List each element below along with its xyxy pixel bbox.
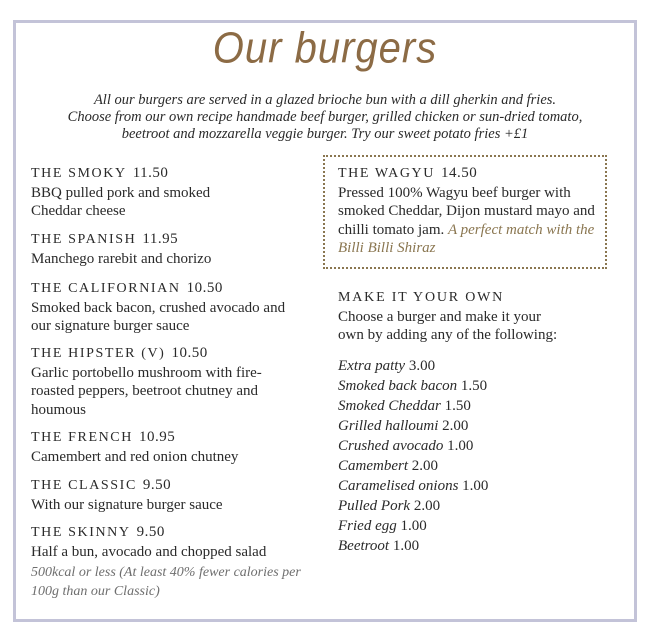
intro-line: beetroot and mozzarella veggie burger. Try our sweet potato fries +£1: [121, 126, 529, 142]
extra-name: Caramelised onions: [338, 478, 459, 494]
extra-item: [338, 536, 598, 556]
burger-desc: Pressed 100% Wagyu beef burger with smoked Cheddar, Dijon mustard mayo and chilli tomato jam.: [338, 184, 595, 238]
extra-name: Fried egg: [338, 518, 397, 534]
extra-price: 2.00: [411, 458, 438, 474]
calorie-note: 500kcal or less (At least 40% fewer calories per 100g than our Classic): [31, 565, 301, 599]
burger-price: 10.95: [138, 429, 176, 445]
burger-price: 11.95: [142, 231, 179, 247]
burger-name: THE SPANISH: [31, 232, 137, 247]
burger-desc: Garlic portobello mushroom with fire-roasted peppers, beetroot chutney and houmous: [31, 364, 262, 418]
extras-list: [338, 356, 598, 556]
burger-item: [31, 164, 281, 221]
make-your-own-section: [338, 289, 588, 345]
extra-name: Crushed avocado: [338, 438, 444, 454]
extra-item: [338, 436, 598, 456]
extra-name: Camembert: [338, 458, 408, 474]
extra-price: 1.50: [444, 398, 471, 414]
burger-name: THE SKINNY: [31, 525, 131, 540]
extra-item: [338, 476, 598, 496]
burger-desc: Smoked back bacon, crushed avocado and our signature burger sauce: [31, 299, 286, 334]
burger-name: THE FRENCH: [31, 430, 133, 445]
burger-name: THE CALIFORNIAN: [31, 281, 181, 296]
extra-name: Pulled Pork: [338, 498, 411, 514]
burger-name: THE WAGYU: [338, 166, 435, 181]
burger-desc: Half a bun, avocado and chopped salad: [31, 543, 267, 560]
extra-name: Smoked back bacon: [338, 378, 458, 394]
page-title: Our burgers: [212, 23, 438, 73]
intro-line: All our burgers are served in a glazed brioche bun with a dill gherkin and fries.: [93, 92, 557, 108]
burger-price: 9.50: [136, 524, 165, 540]
wine-pairing-note: A perfect match with the Billi Billi Shiraz: [338, 221, 595, 256]
extra-price: 3.00: [408, 358, 436, 374]
extra-price: 2.00: [413, 498, 441, 514]
burger-item: [31, 279, 286, 336]
extra-item: [338, 356, 598, 376]
extra-price: 1.50: [460, 378, 488, 394]
burger-desc: With our signature burger sauce: [31, 496, 223, 513]
burger-item: [31, 428, 311, 466]
extra-item: [338, 396, 598, 416]
burger-item: [31, 523, 311, 601]
wagyu-item: [338, 164, 600, 258]
extra-item: [338, 456, 598, 476]
extra-name: Grilled halloumi: [338, 418, 439, 434]
burger-desc: BBQ pulled pork and smoked Cheddar cheese: [31, 184, 211, 219]
extra-item: [338, 376, 598, 396]
extra-name: Extra patty: [338, 358, 406, 374]
burger-price: 10.50: [171, 345, 208, 361]
extra-item: [338, 516, 598, 536]
burger-name: THE HIPSTER (V): [31, 346, 166, 361]
burger-item: [31, 476, 311, 514]
burger-desc: Manchego rarebit and chorizo: [31, 250, 212, 267]
extra-name: Beetroot: [338, 538, 390, 554]
intro-text: [40, 92, 610, 143]
extra-price: 1.00: [462, 478, 489, 494]
burger-name: THE CLASSIC: [31, 478, 137, 493]
burger-item: [31, 344, 281, 419]
section-heading: MAKE IT YOUR OWN: [338, 290, 505, 305]
burger-price: 10.50: [186, 280, 223, 296]
burger-item: [31, 230, 311, 268]
burger-desc: Camembert and red onion chutney: [31, 448, 239, 465]
extra-item: [338, 496, 598, 516]
intro-line: Choose from our own recipe handmade beef burger, grilled chicken or sun-dried tomato,: [67, 109, 583, 125]
burger-price: 11.50: [132, 165, 169, 181]
burger-price: 9.50: [142, 477, 172, 493]
section-desc: Choose a burger and make it your own by adding any of the following:: [338, 308, 558, 343]
extra-price: 2.00: [442, 418, 469, 434]
extra-item: [338, 416, 598, 436]
extra-name: Smoked Cheddar: [338, 398, 441, 414]
burger-name: THE SMOKY: [31, 166, 127, 181]
burger-price: 14.50: [440, 165, 478, 181]
extra-price: 1.00: [447, 438, 474, 454]
extra-price: 1.00: [392, 538, 420, 554]
extra-price: 1.00: [400, 518, 427, 534]
